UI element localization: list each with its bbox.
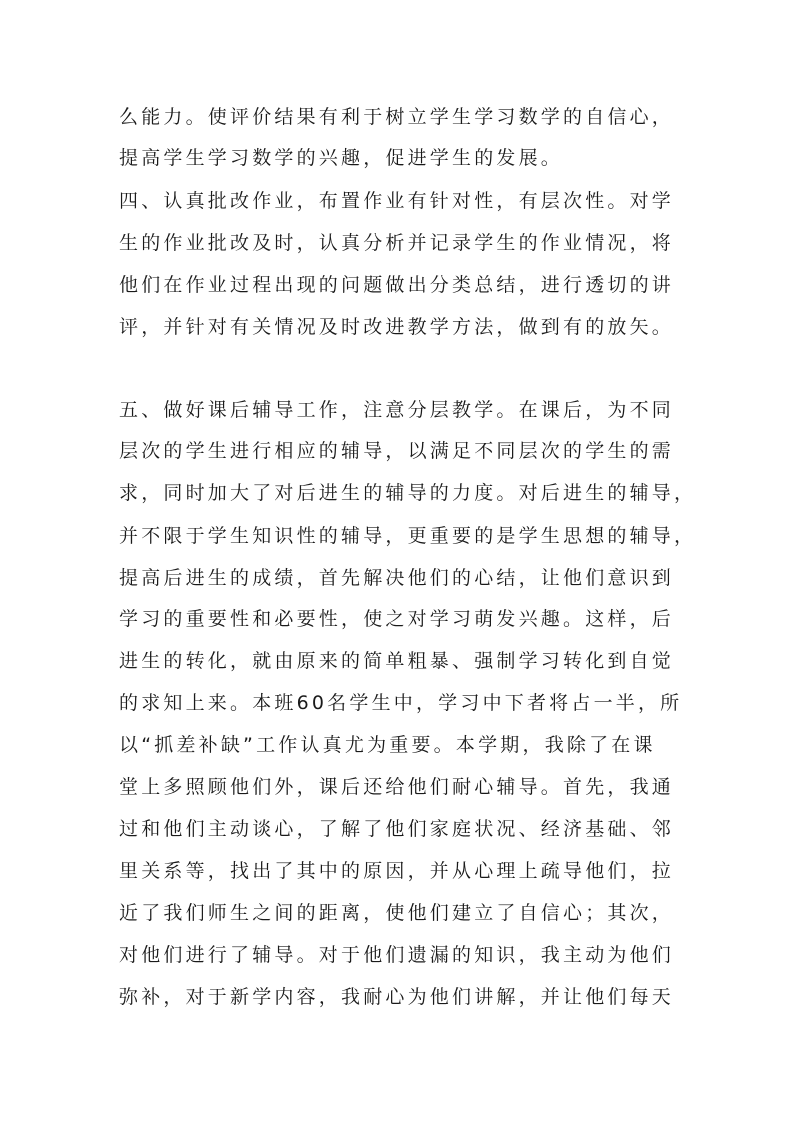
- text-line: 评，并针对有关情况及时改进教学方法，做到有的放矢。: [119, 316, 675, 338]
- text-line: 过和他们主动谈心，了解了他们家庭状况、经济基础、邻: [119, 818, 675, 840]
- text-line: 提高后进生的成绩，首先解决他们的心结，让他们意识到: [119, 567, 675, 589]
- text-line: 的求知上来。本班60名学生中，学习中下者将占一半，所: [119, 692, 683, 714]
- text-line: 对他们进行了辅导。对于他们遗漏的知识，我主动为他们: [119, 944, 675, 966]
- text-line: 四、认真批改作业，布置作业有针对性，有层次性。对学: [119, 190, 675, 212]
- text-line: 并不限于学生知识性的辅导，更重要的是学生思想的辅导，: [119, 525, 697, 547]
- text-line: 学习的重要性和必要性，使之对学习萌发兴趣。这样，后: [119, 608, 675, 630]
- text-line: 五、做好课后辅导工作，注意分层教学。在课后，为不同: [119, 399, 675, 421]
- text-line: 里关系等，找出了其中的原因，并从心理上疏导他们，拉: [119, 860, 675, 882]
- text-line: 层次的学生进行相应的辅导，以满足不同层次的学生的需: [119, 440, 675, 462]
- text-line: 生的作业批改及时，认真分析并记录学生的作业情况，将: [119, 232, 675, 254]
- text-line: 提高学生学习数学的兴趣，促进学生的发展。: [119, 147, 564, 169]
- text-line: 求，同时加大了对后进生的辅导的力度。对后进生的辅导，: [119, 482, 697, 504]
- text-line: 他们在作业过程出现的问题做出分类总结，进行透切的讲: [119, 274, 675, 296]
- text-line: 弥补，对于新学内容，我耐心为他们讲解，并让他们每天: [119, 986, 675, 1008]
- text-line: 堂上多照顾他们外，课后还给他们耐心辅导。首先，我通: [119, 776, 675, 798]
- text-line: 么能力。使评价结果有利于树立学生学习数学的自信心，: [119, 106, 675, 128]
- text-line: 进生的转化，就由原来的简单粗暴、强制学习转化到自觉: [119, 650, 675, 672]
- text-line: 近了我们师生之间的距离，使他们建立了自信心；其次，: [119, 902, 675, 924]
- text-line: 以“抓差补缺”工作认真尤为重要。本学期，我除了在课: [119, 734, 656, 756]
